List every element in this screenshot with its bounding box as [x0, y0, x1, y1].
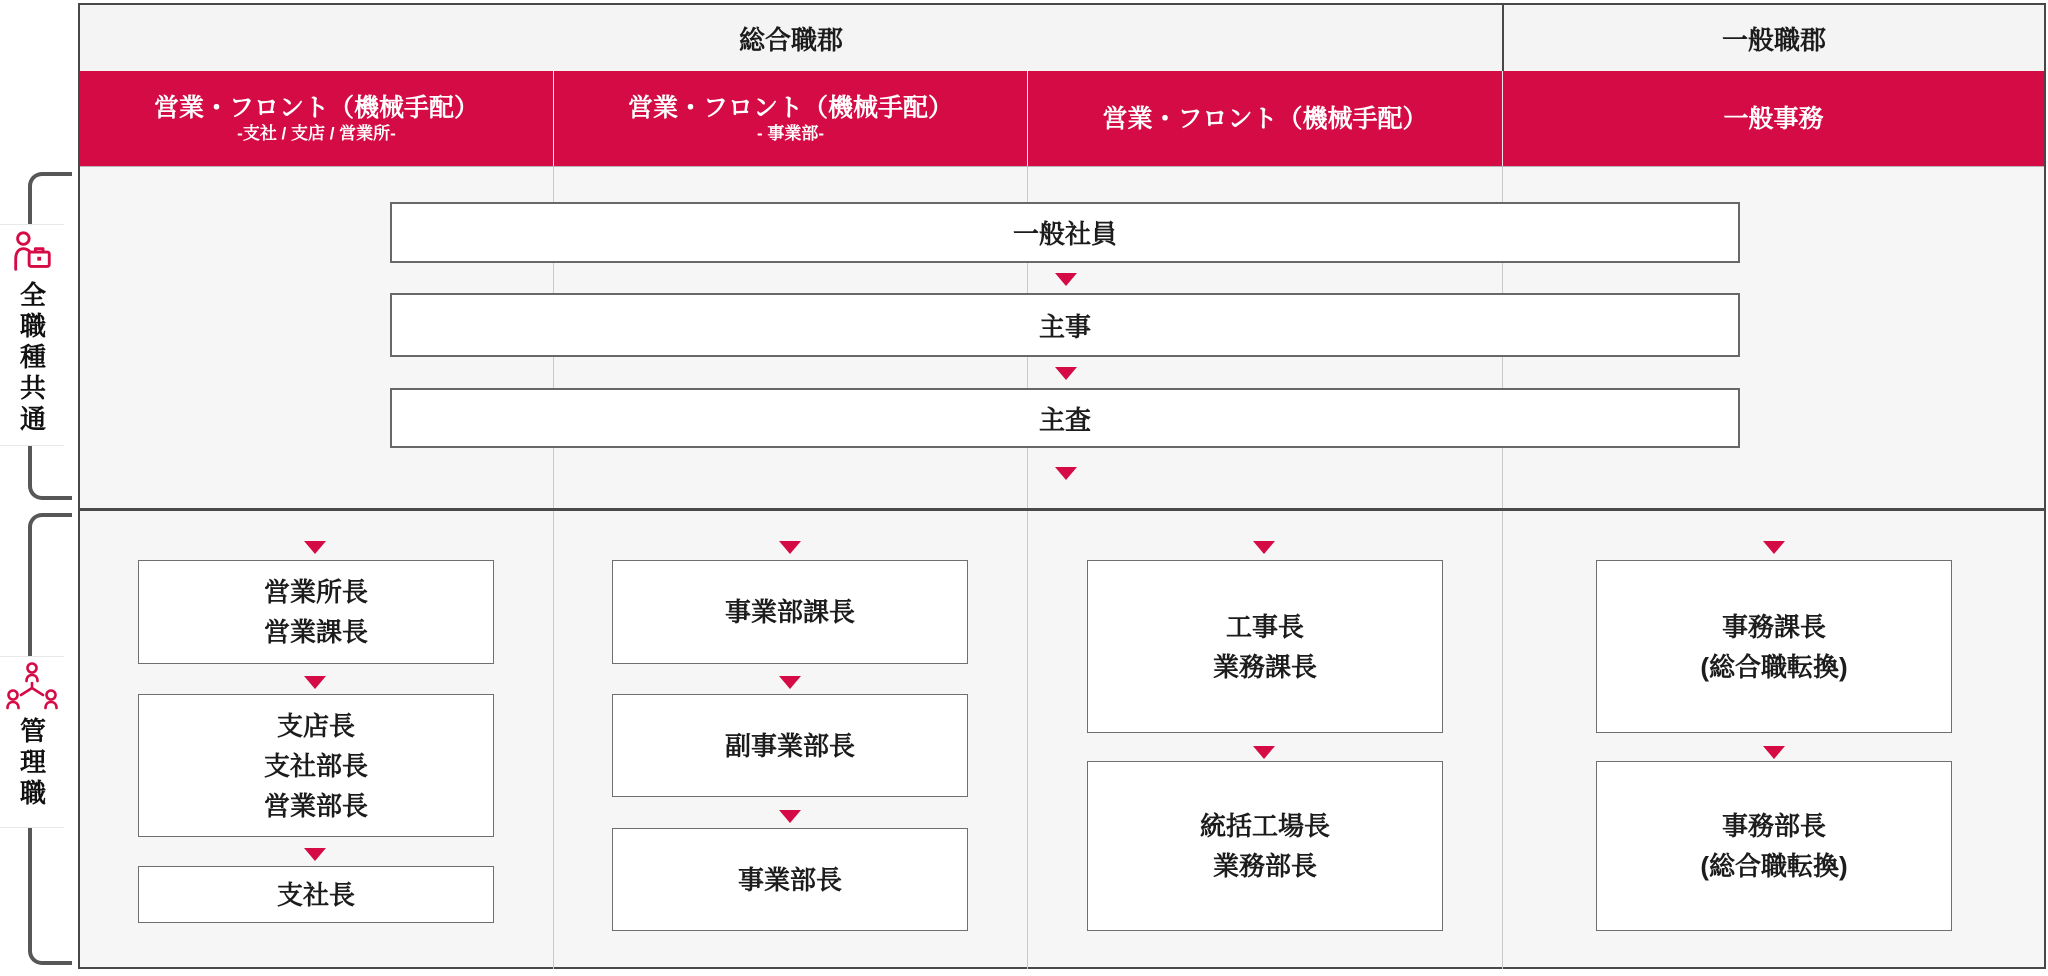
group-header-sogo: 総合職郡: [738, 24, 843, 55]
column-header-subtitle: -支社 / 支店 / 営業所-: [237, 123, 396, 143]
down-triangle-icon: [304, 676, 326, 689]
column-separator: [1027, 167, 1028, 969]
column-header-division: [553, 71, 1027, 166]
down-triangle-icon: [779, 541, 801, 554]
column-header-branch: [80, 71, 553, 166]
column-header-front: [1027, 71, 1502, 166]
rank-box: [612, 694, 968, 797]
rank-label: 支店長: [276, 710, 355, 741]
rank-label: 営業部長: [263, 790, 368, 821]
down-triangle-icon: [1055, 367, 1077, 380]
rank-label: 業務部長: [1212, 851, 1317, 881]
column-header-subtitle: - 事業部-: [756, 123, 825, 143]
rank-box: [1087, 761, 1443, 931]
rank-label: 事務課長: [1721, 611, 1826, 642]
org-hierarchy-icon: [4, 661, 60, 711]
rank-label: 支社部長: [263, 750, 368, 781]
rank-label: (総合職転換): [1700, 851, 1848, 881]
rank-label: 営業課長: [263, 617, 368, 647]
column-separator: [553, 167, 554, 969]
column-separator: [1502, 167, 1503, 969]
rank-box: [138, 560, 494, 664]
rank-label: 副事業部長: [724, 730, 855, 761]
column-header-title: 営業・フロント（機械手配）: [153, 93, 479, 122]
rank-label: 事務部長: [1721, 811, 1826, 841]
down-triangle-icon: [1055, 273, 1077, 286]
down-triangle-icon: [1763, 746, 1785, 759]
side-label-text: 全職種共通: [16, 281, 47, 436]
column-header-title: 営業・フロント（機械手配）: [1102, 104, 1428, 133]
person-briefcase-icon: [9, 229, 55, 275]
level-box-shusa: 主査: [390, 388, 1740, 448]
section-divider: [80, 508, 2044, 511]
down-triangle-icon: [304, 848, 326, 861]
down-triangle-icon: [1253, 541, 1275, 554]
rank-box: [612, 560, 968, 664]
down-triangle-icon: [1055, 467, 1077, 480]
rank-box: [1596, 761, 1952, 931]
column-header-title: 一般事務: [1723, 104, 1824, 133]
down-triangle-icon: [1253, 746, 1275, 759]
column-header-office: [1502, 71, 2044, 166]
column-header-title: 営業・フロント（機械手配）: [627, 93, 953, 122]
rank-label: 事業部長: [737, 864, 842, 895]
down-triangle-icon: [304, 541, 326, 554]
rank-box: [1596, 560, 1952, 733]
rank-box: [612, 828, 968, 931]
rank-box: [138, 866, 494, 923]
down-triangle-icon: [1763, 541, 1785, 554]
rank-label: (総合職転換): [1700, 651, 1848, 682]
group-header-ippan: 一般職郡: [1502, 5, 2044, 71]
side-label-management: [0, 656, 64, 828]
rank-label: 統括工場長: [1199, 811, 1330, 841]
side-label-common: [0, 224, 64, 446]
side-label-text: 管理職: [16, 717, 47, 810]
rank-label: 業務課長: [1212, 651, 1317, 682]
rank-box: [138, 694, 494, 837]
group-header-row: [80, 5, 2044, 71]
down-triangle-icon: [779, 810, 801, 823]
level-box-shuji: 主事: [390, 293, 1740, 357]
rank-label: 営業所長: [263, 577, 368, 607]
rank-label: 支社長: [276, 879, 355, 910]
down-triangle-icon: [779, 676, 801, 689]
rank-box: [1087, 560, 1443, 733]
rank-label: 工事長: [1225, 611, 1304, 642]
level-box-general-employee: 一般社員: [390, 202, 1740, 263]
rank-label: 事業部課長: [724, 597, 855, 627]
column-header-row: [80, 71, 2044, 167]
